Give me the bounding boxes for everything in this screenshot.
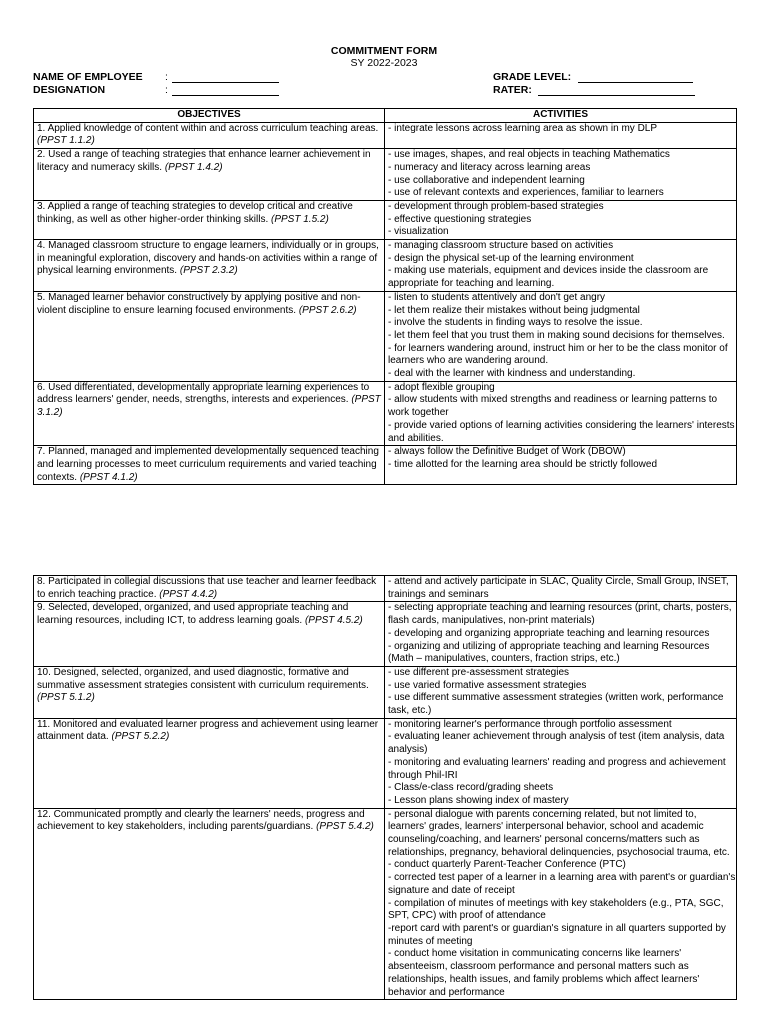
activity-item: - use images, shapes, and real objects in teaching Mathematics (388, 149, 670, 161)
activity-item: - visualization (388, 226, 449, 238)
form-title: COMMITMENT FORM (330, 45, 438, 57)
objective-cell (34, 446, 385, 485)
objective-text: 3. Applied a range of teaching strategies to develop critical and creative thinking, as well as other higher-order thinking skills. (37, 200, 353, 225)
objective-cell (34, 291, 385, 381)
activity-item: - provide varied options of learning activities considering the learners' interests and abilities. (388, 419, 735, 444)
activity-item: -report card with parent's or guardian's signature in all quarters supported by minutes of meeting (388, 922, 726, 947)
activity-item: - managing classroom structure based on activities (388, 240, 614, 252)
activities-cell (385, 240, 737, 292)
activities-cell (385, 446, 737, 485)
activity-item: - Class/e-class record/grading sheets (388, 782, 554, 794)
activity-item: - developing and organizing appropriate teaching and learning resources (388, 627, 710, 639)
activity-item: - time allotted for the learning area should be strictly followed (388, 458, 658, 470)
table-row (34, 718, 737, 808)
activity-item: - organizing and utilizing of appropriate teaching and learning Resources (Math – manipulatives, counters, fraction strips, etc.) (388, 640, 710, 665)
commitment-table-part-1 (33, 108, 737, 485)
activity-item: - monitoring and evaluating learners' reading and progress and achievement through Phil-IRI (388, 756, 726, 781)
table-row (34, 149, 737, 201)
grade-level-label: GRADE LEVEL: (493, 71, 572, 83)
objective-cell (34, 240, 385, 292)
table-body-part-1 (34, 122, 737, 485)
activities-cell (385, 149, 737, 201)
activities-cell (385, 381, 737, 446)
activity-item: - integrate lessons across learning area as shown in my DLP (388, 122, 658, 134)
activity-item: - always follow the Definitive Budget of Work (DBOW) (388, 446, 626, 458)
rater-label: RATER: (493, 84, 532, 96)
activity-item: - effective questioning strategies (388, 213, 532, 225)
objective-text: 8. Participated in collegial discussions that use teacher and learner feedback to enrich teaching practice. (37, 576, 377, 600)
objective-text: 4. Managed classroom structure to engage learners, individually or in groups, in meaningful exploration, discovery and hands-on activities within a range of physical learning environments. (37, 240, 379, 277)
activity-item: - corrected test paper of a learner in a learning area with parent's or guardian's signature and date of receipt (388, 872, 736, 896)
ppst-reference: (PPST 4.1.2) (79, 471, 138, 483)
commitment-table-part-2 (33, 575, 737, 1000)
activity-item: - selecting appropriate teaching and learning resources (print, charts, posters, flash cards, manipulatives, non-print materials) (388, 602, 732, 627)
activities-cell (385, 718, 737, 808)
activity-item: - compilation of minutes of meetings with key stakeholders (e.g., PTA, SGC, SPT, CPC) with proof of attendance (388, 897, 724, 922)
designation-label: DESIGNATION (33, 84, 106, 96)
activity-item: - use different pre-assessment strategies (388, 666, 570, 678)
activity-item: - monitoring learner's performance through portfolio assessment (388, 718, 672, 730)
activity-item: - adopt flexible grouping (388, 381, 495, 393)
activity-item: - deal with the learner with kindness and understanding. (388, 368, 636, 380)
ppst-reference: (PPST 2.3.2) (179, 265, 238, 277)
designation-colon: : (165, 84, 168, 96)
objective-cell (34, 576, 385, 602)
activity-item: - Lesson plans showing index of mastery (388, 794, 569, 806)
objective-cell (34, 808, 385, 1000)
objective-text: 11. Monitored and evaluated learner progress and achievement using learner attainment data. (37, 718, 379, 743)
ppst-reference: (PPST 5.4.2) (316, 821, 374, 833)
table-row (34, 122, 737, 148)
activity-item: - involve the students in finding ways to resolve the issue. (388, 317, 643, 329)
ppst-reference: (PPST 1.4.2) (164, 161, 223, 173)
table-row (34, 602, 737, 667)
objective-cell (34, 200, 385, 239)
ppst-reference: (PPST 5.2.2) (111, 731, 170, 743)
objective-text: 5. Managed learner behavior constructively by applying positive and non-violent discipline to ensure learning focused environments. (37, 291, 361, 316)
form-title-block (0, 45, 768, 69)
ppst-reference: (PPST 4.5.2) (304, 615, 363, 627)
objectives-header: OBJECTIVES (34, 109, 385, 123)
activity-item: - use of relevant contexts and experiences, familiar to learners (388, 187, 664, 199)
activity-item: - allow students with mixed strengths and readiness or learning patterns to work together (388, 394, 718, 419)
activity-item: - listen to students attentively and don't get angry (388, 291, 606, 303)
ppst-reference: (PPST 2.6.2) (298, 304, 357, 316)
school-year: SY 2022-2023 (350, 57, 418, 69)
activity-item: - use collaborative and independent learning (388, 174, 585, 186)
activity-item: - attend and actively participate in SLAC, Quality Circle, Small Group, INSET, trainings and seminars (388, 576, 729, 600)
objective-text: 12. Communicated promptly and clearly the learners' needs, progress and achievement to key stakeholders, including parents/guardians. (37, 808, 365, 833)
activities-header: ACTIVITIES (385, 109, 737, 123)
employee-name-field[interactable] (172, 82, 279, 83)
activity-item: - evaluating leaner achievement through analysis of test (item analysis, data analysis) (388, 731, 725, 756)
table-row (34, 446, 737, 485)
table-row (34, 381, 737, 446)
table-row (34, 576, 737, 602)
table-row (34, 808, 737, 1000)
objective-text: 1. Applied knowledge of content within and across curriculum teaching areas. (37, 122, 379, 134)
objective-text: 9. Selected, developed, organized, and used appropriate teaching and learning resources, including ICT, to address learning goals. (37, 602, 349, 627)
activity-item: - let them realize their mistakes without being judgmental (388, 304, 640, 316)
activities-cell (385, 122, 737, 148)
objective-text: 10. Designed, selected, organized, and used diagnostic, formative and summative assessment strategies consistent with curriculum requirements. (37, 666, 369, 691)
ppst-reference: (PPST 4.4.2) (159, 588, 218, 600)
activities-cell (385, 291, 737, 381)
activities-cell (385, 666, 737, 718)
activity-item: - conduct home visitation in communicating concerns like learners' absenteeism, classroom performance and personal matters such as relationships, health issues, and family problems which affect learners' behavior and performance (388, 948, 700, 998)
activities-cell (385, 602, 737, 667)
objective-cell (34, 122, 385, 148)
objective-cell (34, 718, 385, 808)
table-row (34, 666, 737, 718)
activity-item: - personal dialogue with parents concerning related, but not limited to, learners' grades, learners' interpersonal behavior, school and academic counseling/coaching, and learners' personal concerns/matters such as relationships, pregnancy, behavioral delinquencies, psychosocial trauma, etc. (388, 808, 730, 858)
table-row (34, 291, 737, 381)
objective-cell (34, 381, 385, 446)
table-row (34, 240, 737, 292)
activity-item: - use varied formative assessment strategies (388, 679, 587, 691)
ppst-reference: (PPST 1.5.2) (271, 213, 329, 225)
ppst-reference: (PPST 1.1.2) (37, 135, 95, 147)
activity-item: - design the physical set-up of the learning environment (388, 252, 634, 264)
activity-item: - conduct quarterly Parent-Teacher Conference (PTC) (388, 859, 626, 871)
designation-field[interactable] (172, 95, 279, 96)
employee-name-colon: : (165, 71, 168, 83)
ppst-reference: (PPST 3.1.2) (37, 394, 381, 419)
grade-level-field[interactable] (578, 82, 693, 83)
activity-item: - for learners wandering around, instruct him or her to be the class monitor of learners who are wandering around. (388, 342, 728, 367)
activity-item: - let them feel that you trust them in making sound decisions for themselves. (388, 329, 725, 341)
activity-item: - numeracy and literacy across learning areas (388, 161, 591, 173)
objective-cell (34, 666, 385, 718)
activity-item: - making use materials, equipment and devices inside the classroom are appropriate for teaching and learning. (388, 265, 709, 290)
activity-item: - use different summative assessment strategies (written work, performance task, etc.) (388, 692, 724, 717)
ppst-reference: (PPST 5.1.2) (37, 692, 95, 704)
table-row (34, 200, 737, 239)
rater-field[interactable] (538, 95, 695, 96)
objective-cell (34, 602, 385, 667)
objective-text: 2. Used a range of teaching strategies that enhance learner achievement in literacy and numeracy skills. (37, 149, 371, 173)
activities-cell (385, 808, 737, 1000)
objective-text: 6. Used differentiated, developmentally appropriate learning experiences to address learners' gender, needs, strengths, interests and experiences. (37, 381, 370, 406)
activity-item: - development through problem-based strategies (388, 200, 604, 212)
table-body-part-2 (34, 576, 737, 1000)
objective-text: 7. Planned, managed and implemented developmentally sequenced teaching and learning processes to meet curriculum requirements and varied teaching contexts. (37, 446, 379, 483)
activities-cell (385, 576, 737, 602)
activities-cell (385, 200, 737, 239)
employee-name-label: NAME OF EMPLOYEE (33, 71, 143, 83)
objective-cell (34, 149, 385, 201)
